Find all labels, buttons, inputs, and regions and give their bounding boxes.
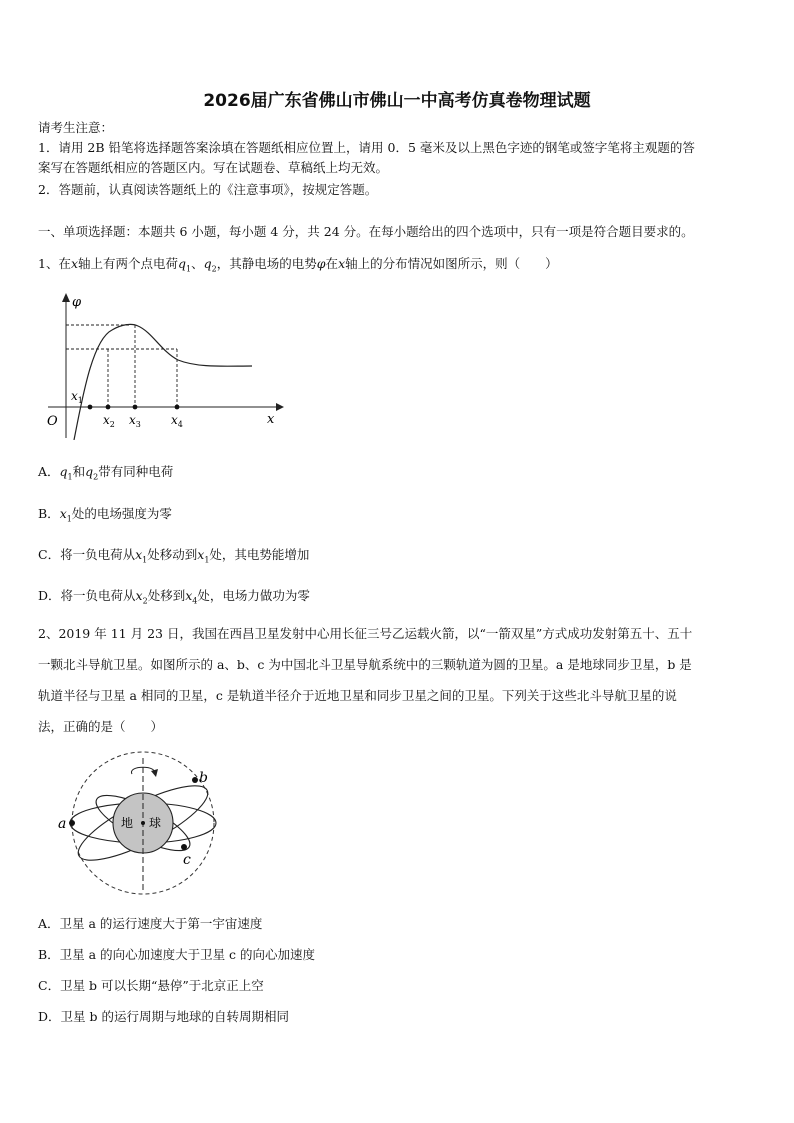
- question-1-option-a[interactable]: A．$q_1$和$q_2$带有同种电荷: [38, 464, 174, 482]
- notice-heading: 请考生注意：: [38, 120, 114, 135]
- satellite-b-label: b: [199, 770, 208, 786]
- satellite-c-label: c: [183, 852, 191, 868]
- question-1-stem: 1、在x轴上有两个点电荷$q_1$、$q_2$，其静电场的电势φ在x轴上的分布情况如图所示，则（ ）: [38, 256, 558, 274]
- question-2-option-c[interactable]: C．卫星 b 可以长期“悬停”于北京正上空: [38, 978, 264, 993]
- earth-label-2: 球: [149, 816, 162, 830]
- point-x1: [88, 405, 93, 410]
- x-axis-arrow: [276, 403, 284, 411]
- label-x3: $x_3$: [129, 413, 141, 429]
- potential-graph: [40, 290, 290, 440]
- label-x4: $x_4$: [171, 413, 183, 429]
- satellite-b: [192, 777, 198, 783]
- page-title: 2026届广东省佛山市佛山一中高考仿真卷物理试题: [203, 91, 591, 111]
- satellite-a: [69, 820, 75, 826]
- point-x4: [175, 405, 180, 410]
- point-x2: [106, 405, 111, 410]
- satellite-orbit-diagram: [55, 750, 225, 900]
- question-2-stem-line-4: 法，正确的是（ ）: [38, 719, 164, 734]
- question-2-stem-line-1: 2、2019 年 11 月 23 日，我国在西昌卫星发射中心用长征三号乙运载火箭，以“一箭双星”方式成功发射第五十、五十: [38, 626, 693, 641]
- x-axis-label: x: [267, 412, 275, 427]
- question-2-option-a[interactable]: A．卫星 a 的运行速度大于第一宇宙速度: [38, 916, 263, 931]
- question-2-stem-line-2: 一颗北斗导航卫星。如图所示的 a、b、c 为中国北斗卫星导航系统中的三颗轨道为圆的卫星。a 是地球同步卫星，b 是: [38, 657, 692, 672]
- label-x1: $x_1$: [71, 389, 83, 405]
- y-axis-label: φ: [72, 295, 82, 310]
- rotation-arrow-head: [151, 769, 158, 777]
- section-1-heading: 一、单项选择题：本题共 6 小题，每小题 4 分，共 24 分。在每小题给出的四个选项中，只有一项是符合题目要求的。: [38, 224, 694, 239]
- earth-label-1: 地: [121, 816, 134, 830]
- satellite-a-label: a: [58, 816, 67, 832]
- potential-curve: [74, 324, 252, 440]
- question-2-option-d[interactable]: D．卫星 b 的运行周期与地球的自转周期相同: [38, 1009, 289, 1024]
- satellite-c: [181, 844, 187, 850]
- point-x3: [133, 405, 138, 410]
- question-1-option-c[interactable]: C．将一负电荷从$x_1$处移动到$x_1$处，其电势能增加: [38, 547, 310, 565]
- notice-item-1-line-2: 案写在答题纸相应的答题区内。写在试题卷、草稿纸上均无效。: [38, 160, 389, 175]
- notice-item-2: 2．答题前，认真阅读答题纸上的《注意事项》，按规定答题。: [38, 182, 378, 197]
- question-2-option-b[interactable]: B．卫星 a 的向心加速度大于卫星 c 的向心加速度: [38, 947, 316, 962]
- label-x2: $x_2$: [103, 413, 115, 429]
- question-1-option-d[interactable]: D．将一负电荷从$x_2$处移到$x_4$处，电场力做功为零: [38, 588, 310, 606]
- y-axis-arrow: [62, 293, 70, 302]
- origin-label: O: [47, 414, 58, 429]
- question-1-option-b[interactable]: B．$x_1$处的电场强度为零: [38, 506, 172, 524]
- question-2-stem-line-3: 轨道半径与卫星 a 相同的卫星，c 是轨道半径介于近地卫星和同步卫星之间的卫星。下列关于这些北斗导航卫星的说: [38, 688, 677, 703]
- notice-item-1-line-1: 1．请用 2B 铅笔将选择题答案涂填在答题纸相应位置上，请用 0．5 毫米及以上黑色字迹的钢笔或签字笔将主观题的答: [38, 140, 695, 155]
- earth-center: [141, 821, 145, 825]
